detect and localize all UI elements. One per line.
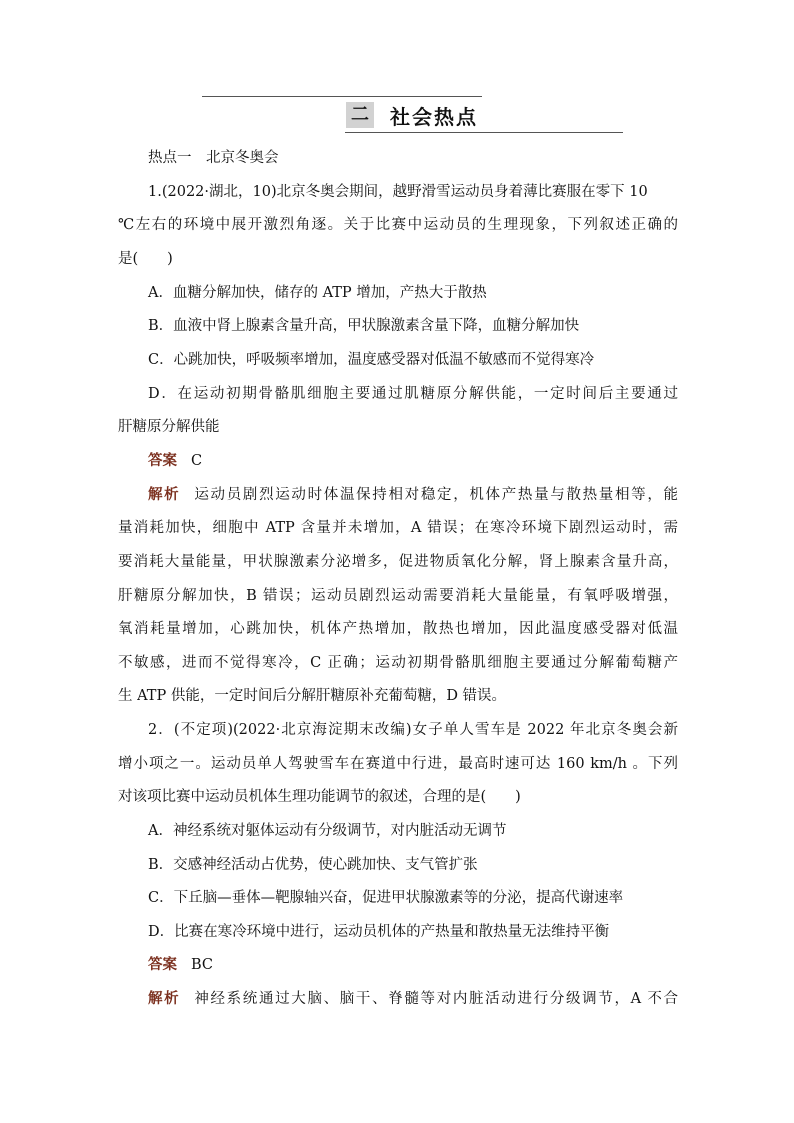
q1-stem-line: ℃左右的环境中展开激烈角逐。关于比赛中运动员的生理现象，下列叙述正确的: [118, 217, 678, 233]
section-rule-bottom: [345, 132, 623, 133]
q1-analysis-line: 不敏感，进而不觉得寒冷，C 正确；运动初期骨骼肌细胞主要通过分解葡萄糖产: [118, 655, 678, 671]
q2-answer: [148, 955, 678, 975]
q1-analysis-line: 氧消耗量增加，心跳加快，机体产热增加，散热也增加，因此温度感受器对低温: [118, 621, 678, 637]
section-heading: [346, 100, 478, 130]
q1-analysis-line: 量消耗加快，细胞中 ATP 含量并未增加，A 错误；在寒冷环境下剧烈运动时，需: [118, 520, 678, 536]
analysis-text: 神经系统通过大脑、脑干、脊髓等对内脏活动进行分级调节，A 不合: [194, 991, 679, 1007]
answer-value: BC: [191, 957, 214, 973]
q2-option-a: A．神经系统对躯体运动有分级调节，对内脏活动无调节: [148, 823, 507, 839]
q2-option-c: C．下丘脑—垂体—靶腺轴兴奋，促进甲状腺激素等的分泌，提高代谢速率: [148, 890, 624, 906]
q2-stem-line: 增小项之一。运动员单人驾驶雪车在赛道中行进，最高时速可达 160 km/h 。下列: [118, 756, 678, 772]
answer-label: 答案: [148, 957, 177, 973]
q1-option-d: D．在运动初期骨骼肌细胞主要通过肌糖原分解供能，一定时间后主要通过: [148, 386, 678, 402]
q1-stem-line: 1.(2022·湖北，10)北京冬奥会期间，越野滑雪运动员身着薄比赛服在零下 10: [148, 184, 648, 200]
q1-analysis-line: 生 ATP 供能，一定时间后分解肝糖原补充葡萄糖，D 错误。: [118, 688, 507, 704]
section-rule-top: [202, 96, 482, 97]
hotspot-heading: 热点一 北京冬奥会: [148, 150, 279, 166]
q2-option-b: B．交感神经活动占优势，使心跳加快、支气管扩张: [148, 857, 478, 873]
answer-value: C: [191, 453, 203, 469]
section-title: 社会热点: [390, 104, 478, 129]
q1-option-d-cont: 肝糖原分解供能: [118, 419, 220, 435]
q1-answer: [148, 451, 678, 471]
analysis-text: 运动员剧烈运动时体温保持相对稳定，机体产热量与散热量相等，能: [194, 487, 679, 503]
q1-option-b: B．血液中肾上腺素含量升高，甲状腺激素含量下降，血糖分解加快: [148, 318, 580, 334]
q2-stem-line: 2．(不定项)(2022·北京海淀期末改编)女子单人雪车是 2022 年北京冬奥会新: [148, 722, 678, 738]
answer-label: 答案: [148, 453, 177, 469]
analysis-label: 解析: [148, 991, 181, 1007]
q1-analysis-line: 肝糖原分解加快，B 错误；运动员剧烈运动需要消耗大量能量，有氧呼吸增强，: [118, 588, 678, 604]
q2-analysis-line: [148, 989, 678, 1009]
q2-stem-line: 对该项比赛中运动员机体生理功能调节的叙述，合理的是( ): [118, 789, 521, 805]
q1-analysis-line: [148, 485, 678, 505]
q2-option-d: D．比赛在寒冷环境中进行，运动员机体的产热量和散热量无法维持平衡: [148, 924, 610, 940]
section-number: 二: [346, 102, 374, 128]
q1-stem-line: 是( ): [118, 251, 173, 267]
analysis-label: 解析: [148, 487, 181, 503]
q1-option-a: A．血糖分解加快，储存的 ATP 增加，产热大于散热: [148, 285, 487, 301]
q1-option-c: C．心跳加快，呼吸频率增加，温度感受器对低温不敏感而不觉得寒冷: [148, 352, 595, 368]
q1-analysis-line: 要消耗大量能量，甲状腺激素分泌增多，促进物质氧化分解，肾上腺素含量升高，: [118, 554, 678, 570]
